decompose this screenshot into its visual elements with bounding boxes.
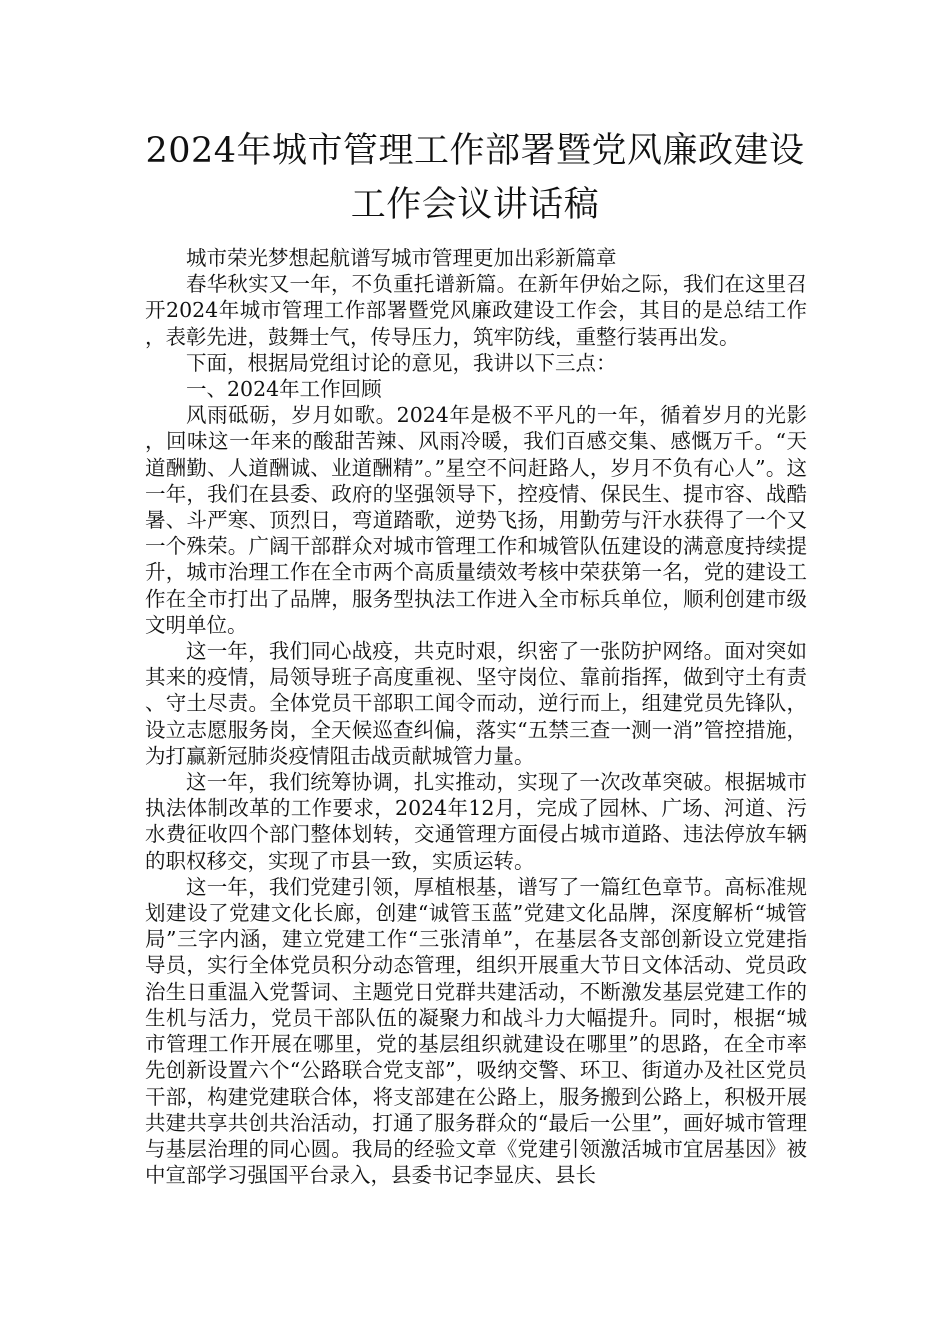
opening-paragraph: 春华秋实又一年，不负重托谱新篇。在新年伊始之际，我们在这里召开2024年城市管理工作部署暨党风廉政建设工作会，其目的是总结工作，表彰先进，鼓舞士气，传导压力，筑牢防线，重整行装再出发。 [145,272,807,349]
section-heading: 一、2024年工作回顾 [186,377,382,402]
document-title [100,124,850,232]
title-line-2: 工作会议讲话稿 [350,185,600,225]
reform-paragraph: 这一年，我们统筹协调，扎实推动，实现了一次改革突破。根据城市执法体制改革的工作要求，2024年12月，完成了园林、广场、河道、污水费征收四个部门整体划转，交通管理方面侵占城市道路、违法停放车辆的职权移交，实现了市县一致，实质运转。 [145,770,807,873]
subtitle-paragraph: 城市荣光梦想起航谱写城市管理更加出彩新篇章 [186,246,617,270]
outline-paragraph: 下面，根据局党组讨论的意见，我讲以下三点： [186,350,617,375]
document-body [145,245,807,1188]
review-paragraph: 风雨砥砺，岁月如歌。2024年是极不平凡的一年，循着岁月的光影，回味这一年来的酸甜苦辣、风雨冷暖，我们百感交集、感慨万千。“天道酬勤、人道酬诚、业道酬精”。”星空不问赶路人，岁月不负有心人”。这一年，我们在县委、政府的坚强领导下，控疫情、保民生、提市容、战酷暑、斗严寒、顶烈日，弯道踏歌，逆势飞扬，用勤劳与汗水获得了一个又一个殊荣。广阔干部群众对城市管理工作和城管队伍建设的满意度持续提升，城市治理工作在全市两个高质量绩效考核中荣获第一名，党的建设工作在全市打出了品牌，服务型执法工作进入全市标兵单位，顺利创建市级文明单位。 [145,403,807,637]
party-building-paragraph: 这一年，我们党建引领，厚植根基，谱写了一篇红色章节。高标准规划建设了党建文化长廊，创建“诚管玉蓝”党建文化品牌，深度解析“城管局”三字内涵，建立党建工作“三张清单”，在基层各支部创新设立党建指导员，实行全体党员积分动态管理，组织开展重大节日文体活动、党员政治生日重温入党誓词、主题党日党群共建活动，不断激发基层党建工作的生机与活力，党员干部队伍的凝聚力和战斗力大幅提升。同时，根据“城市管理工作开展在哪里，党的基层组织就建设在哪里”的思路，在全市率先创新设置六个“公路联合党支部”，吸纳交警、环卫、街道办及社区党员干部，构建党建联合体，将支部建在公路上，服务搬到公路上，积极开展共建共享共创共治活动，打通了服务群众的“最后一公里”，画好城市管理与基层治理的同心圆。我局的经验文章《党建引领激活城市宜居基因》被中宣部学习强国平台录入，县委书记李显庆、县长 [145,874,807,1188]
title-line-1: 2024年城市管理工作部署暨党风廉政建设 [145,131,805,171]
epidemic-paragraph: 这一年，我们同心战疫，共克时艰，织密了一张防护网络。面对突如其来的疫情，局领导班子高度重视、坚守岗位、靠前指挥，做到守土有责、守土尽责。全体党员干部职工闻令而动，逆行而上，组建党员先锋队，设立志愿服务岗，全天候巡查纠偏，落实“五禁三查一测一消”管控措施，为打赢新冠肺炎疫情阻击战贡献城管力量。 [145,639,807,768]
